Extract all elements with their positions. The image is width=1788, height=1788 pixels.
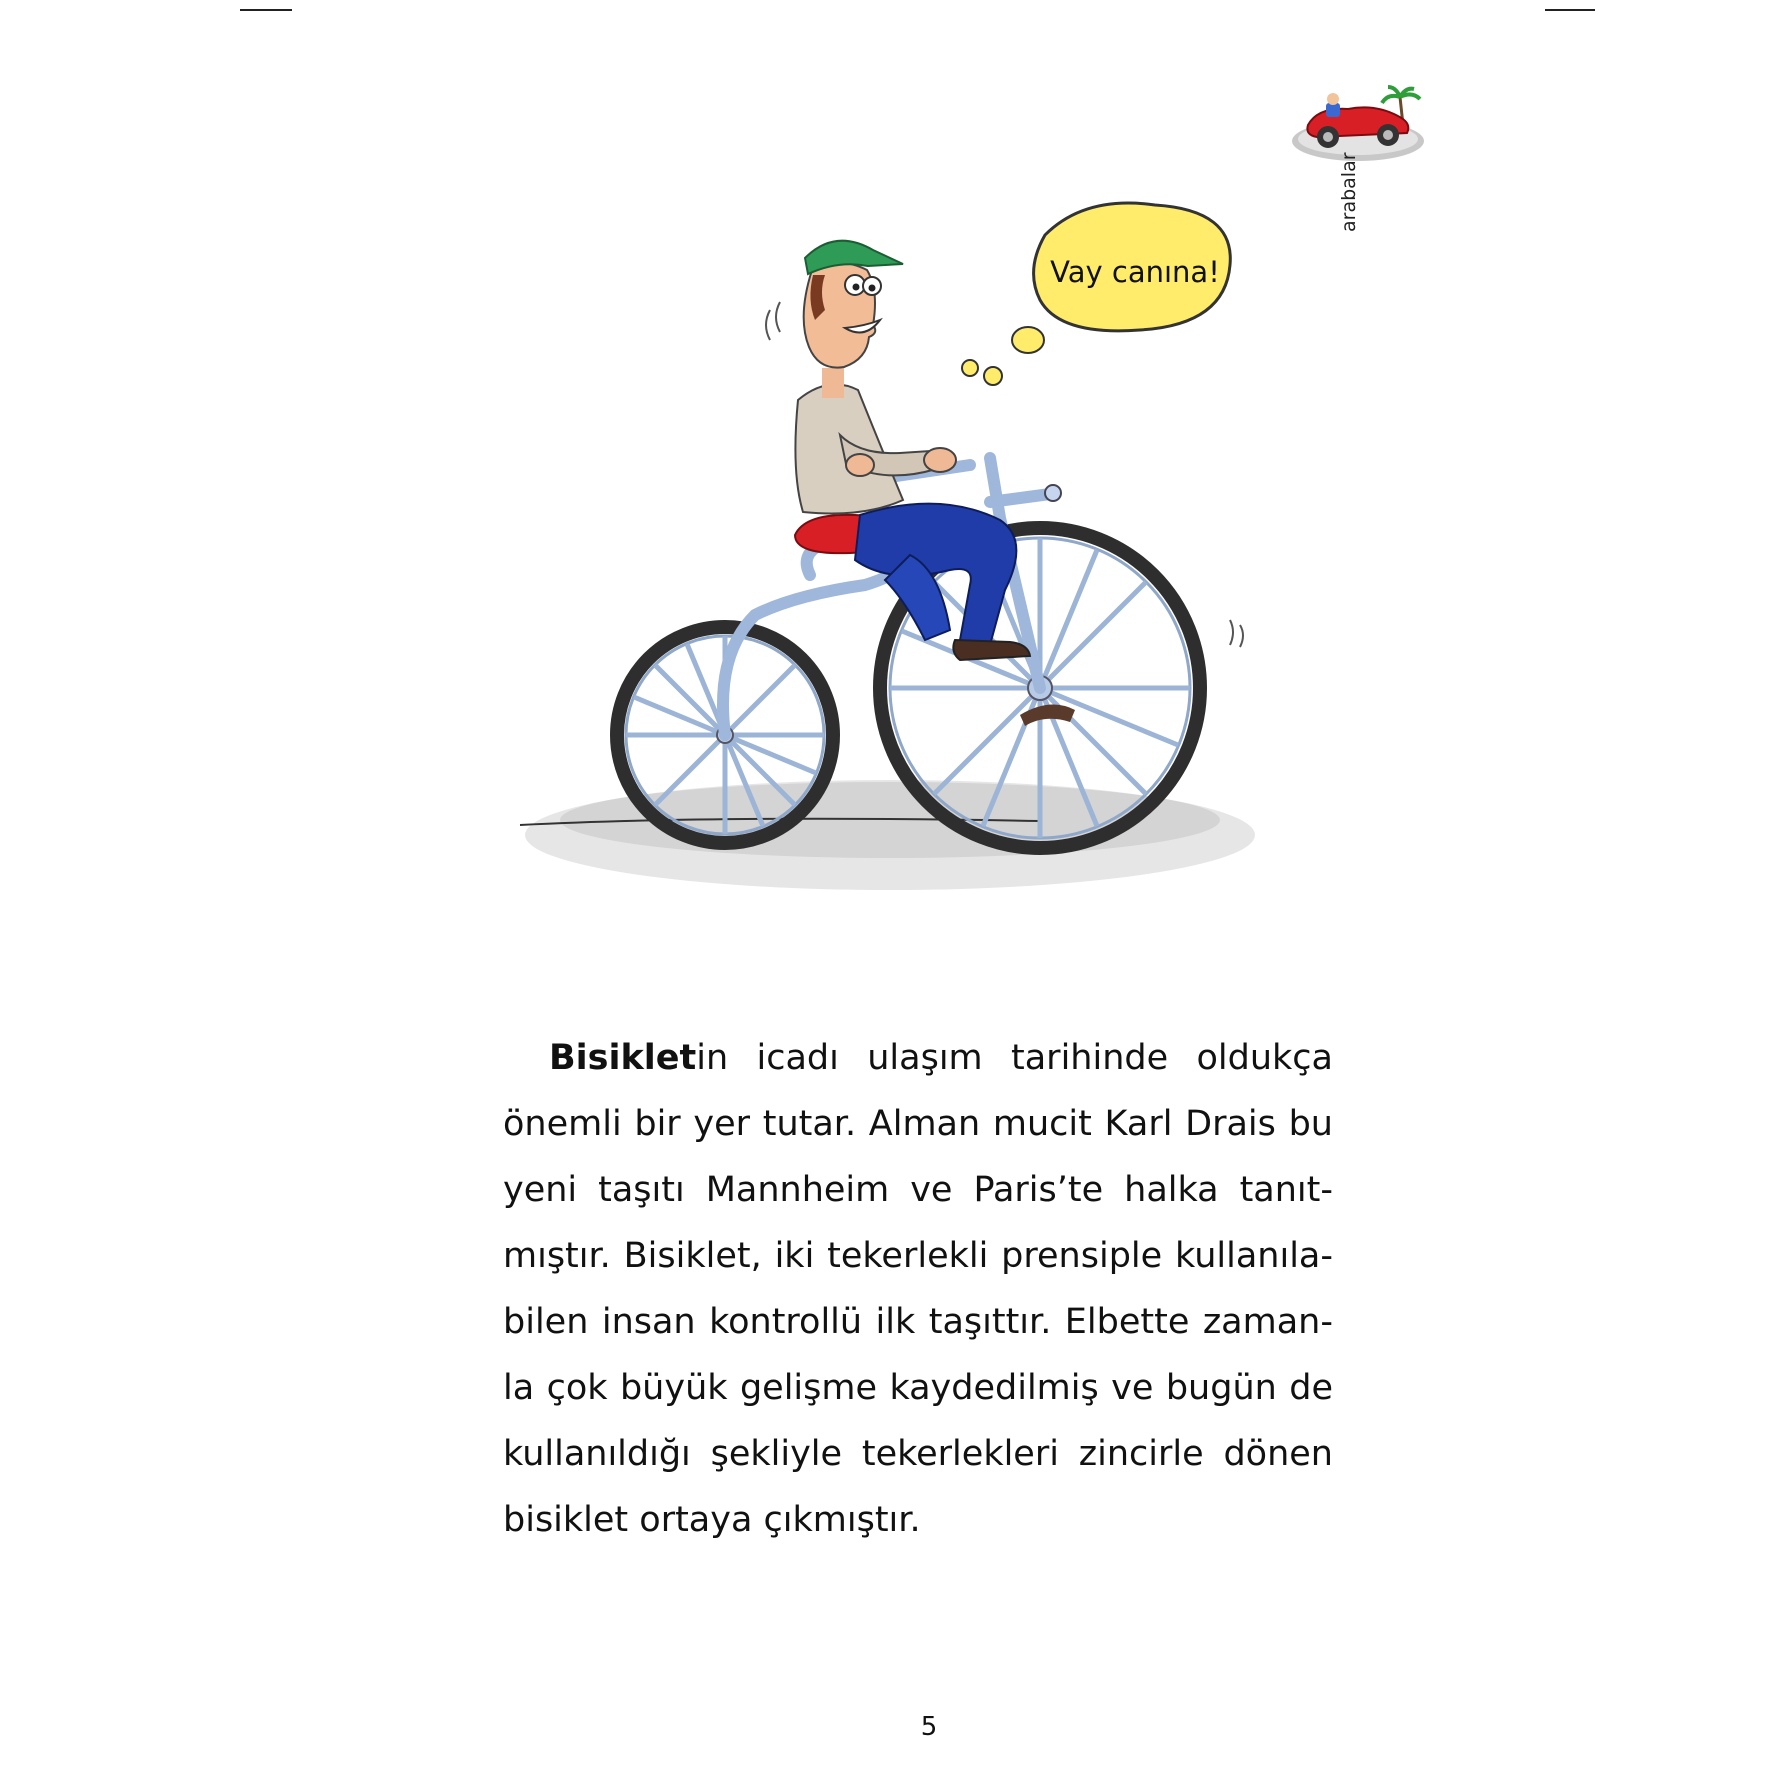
body-line-2: önemli bir yer tutar. Alman mucit Karl Drais bu bbox=[503, 1104, 1333, 1144]
crop-mark-left bbox=[240, 9, 292, 11]
body-line-7: kullanıldığı şekliyle tekerlekleri zincirle dönen bbox=[503, 1434, 1333, 1474]
crop-mark-right bbox=[1545, 9, 1595, 11]
page-number: 5 bbox=[920, 1712, 938, 1742]
body-paragraph bbox=[503, 1025, 1333, 1553]
body-line-1-rest: in icadı ulaşım tarihinde oldukça bbox=[696, 1038, 1333, 1078]
speech-bubble-text: Vay canına! bbox=[1050, 255, 1220, 289]
speech-bubble bbox=[962, 203, 1230, 385]
body-line-3: yeni taşıtı Mannheim ve Paris’te halka tanıt- bbox=[503, 1170, 1333, 1210]
cyclist-illustration bbox=[500, 190, 1320, 960]
section-label: arabalar bbox=[1338, 152, 1360, 232]
body-line-4: mıştır. Bisiklet, iki tekerlekli prensiple kullanıla- bbox=[503, 1236, 1333, 1276]
body-line-1 bbox=[503, 1025, 1333, 1091]
bold-keyword: Bisiklet bbox=[549, 1038, 697, 1078]
body-line-8: bisiklet ortaya çıkmıştır. bbox=[503, 1500, 921, 1540]
body-line-5: bilen insan kontrollü ilk taşıttır. Elbette zaman- bbox=[503, 1302, 1333, 1342]
body-line-6: la çok büyük gelişme kaydedilmiş ve bugün de bbox=[503, 1368, 1333, 1408]
